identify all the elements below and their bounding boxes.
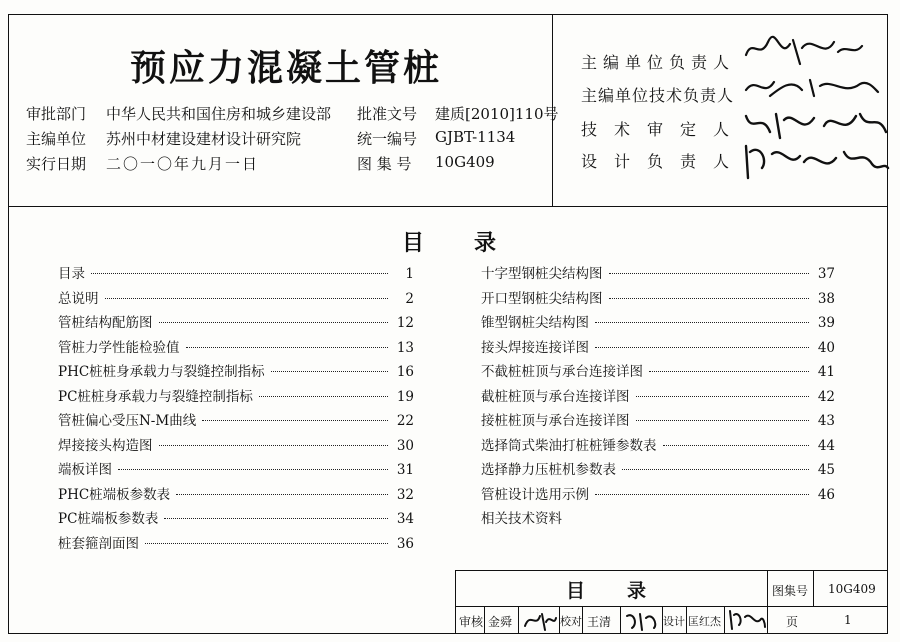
toc-leader xyxy=(159,322,389,323)
approval-dept-label: 审批部门 xyxy=(26,105,87,123)
toc-entry-page: 46 xyxy=(817,486,835,503)
header-divider xyxy=(8,206,888,207)
effective-date-label: 实行日期 xyxy=(26,155,87,173)
toc-entry-title: 选择筒式柴油打桩桩锤参数表 xyxy=(481,437,657,454)
toc-entry-title: 接桩桩顶与承台连接详图 xyxy=(481,413,630,429)
editor-unit-label: 主编单位 xyxy=(26,130,87,148)
toc-leader xyxy=(176,494,388,495)
toc-entry-page: 12 xyxy=(396,315,414,331)
toc-entry-title: 相关技术资料 xyxy=(481,511,562,527)
toc-entry-title: 十字型钢桩尖结构图 xyxy=(481,266,603,282)
toc-entry[interactable] xyxy=(58,483,414,505)
title-block-col-divider xyxy=(620,606,621,633)
toc-entry[interactable] xyxy=(481,287,835,309)
toc-entry[interactable] xyxy=(58,262,414,284)
toc-entry[interactable] xyxy=(58,458,414,480)
atlas-no-label: 图 集 号 xyxy=(357,155,412,173)
signature-checker xyxy=(624,608,660,632)
toc-entry[interactable] xyxy=(58,532,414,554)
editor-unit: 苏州中材建设建材设计研究院 xyxy=(106,130,302,148)
toc-entry[interactable] xyxy=(481,385,835,407)
toc-leader xyxy=(118,469,388,470)
toc-entry-title: 总说明 xyxy=(58,290,99,307)
toc-heading: 目录 xyxy=(402,231,547,256)
toc-entry-page: 22 xyxy=(396,413,414,429)
title-block-col-divider xyxy=(582,606,583,633)
title-block-col-divider xyxy=(767,571,768,633)
toc-entry-title: 端板详图 xyxy=(58,462,112,478)
toc-entry-page: 34 xyxy=(396,511,414,527)
toc-entry[interactable] xyxy=(481,483,835,505)
toc-entry-page: 42 xyxy=(817,388,835,405)
toc-entry-page: 40 xyxy=(817,339,835,356)
toc-leader xyxy=(622,469,809,470)
signature-chief-unit-tech-head xyxy=(740,70,880,104)
approval-doc-label: 批准文号 xyxy=(357,105,418,123)
toc-entry-page: 43 xyxy=(817,413,835,429)
unified-no: GJBT-1134 xyxy=(435,128,516,146)
signature-reviewer xyxy=(522,608,558,632)
title-block-col-divider xyxy=(724,606,725,633)
toc-entry-title: 管桩力学性能检验值 xyxy=(58,339,180,356)
signature-chief-unit-head xyxy=(738,30,878,70)
toc-entry[interactable] xyxy=(481,360,835,382)
toc-entry-title: PHC桩端板参数表 xyxy=(58,486,171,503)
toc-entry-title: PC桩桩身承载力与裂缝控制指标 xyxy=(58,388,253,405)
toc-entry-page: 39 xyxy=(817,315,835,331)
toc-leader xyxy=(595,347,809,348)
toc-entry[interactable] xyxy=(58,311,414,333)
toc-entry-page: 1 xyxy=(405,266,414,282)
toc-entry-page: 44 xyxy=(817,437,835,454)
title-block-review-label: 审核 xyxy=(459,615,484,629)
signature-designer xyxy=(727,607,767,633)
effective-date: 二〇一〇年九月一日 xyxy=(106,155,260,173)
toc-leader xyxy=(271,371,388,372)
toc-entry-title: 锥型钢桩尖结构图 xyxy=(481,315,589,331)
title-block-col-divider xyxy=(518,606,519,633)
toc-entry-title: 管桩偏心受压N-M曲线 xyxy=(58,413,197,429)
toc-entry-page: 2 xyxy=(405,290,414,307)
toc-leader xyxy=(595,322,809,323)
toc-entry-page: 13 xyxy=(396,339,414,356)
approval-dept: 中华人民共和国住房和城乡建设部 xyxy=(106,105,332,123)
signature-design-head xyxy=(740,138,890,186)
toc-entry-title: 管桩设计选用示例 xyxy=(481,486,589,503)
toc-entry[interactable] xyxy=(481,409,835,431)
tech-reviewer-label: 技术审定人 xyxy=(581,120,747,139)
toc-entry[interactable] xyxy=(58,434,414,456)
title-block-atlas-no: 10G409 xyxy=(828,582,876,596)
toc-entry-title: 接头焊接连接详图 xyxy=(481,339,589,356)
title-block-col-divider xyxy=(813,571,814,606)
toc-entry-title: 不截桩桩顶与承台连接详图 xyxy=(481,364,643,380)
design-head-label: 设计负责人 xyxy=(581,152,747,171)
title-block-atlas-label: 图集号 xyxy=(772,584,809,598)
toc-entry-title: 开口型钢桩尖结构图 xyxy=(481,290,603,307)
toc-entry[interactable] xyxy=(58,287,414,309)
title-block-row-divider xyxy=(456,606,887,607)
approval-doc: 建质[2010]110号 xyxy=(435,105,559,123)
toc-leader xyxy=(636,396,810,397)
chief-unit-head-label: 主编单位负责人 xyxy=(581,53,736,72)
toc-entry-title: 目录 xyxy=(58,266,85,282)
title-block-check-label: 校对 xyxy=(560,615,582,628)
toc-entry-title: 焊接接头构造图 xyxy=(58,437,153,454)
toc-entry-title: 选择静力压桩机参数表 xyxy=(481,462,616,478)
toc-entry-page: 30 xyxy=(396,437,414,454)
title-block-name: 目录 xyxy=(566,580,689,602)
toc-entry-title: PHC桩桩身承载力与裂缝控制指标 xyxy=(58,364,265,380)
toc-entry[interactable] xyxy=(481,434,835,456)
unified-no-label: 统一编号 xyxy=(357,130,418,148)
toc-entry[interactable] xyxy=(58,385,414,407)
toc-entry[interactable] xyxy=(481,311,835,333)
toc-leader xyxy=(186,347,389,348)
toc-entry-page: 41 xyxy=(817,364,835,380)
toc-entry-page: 37 xyxy=(817,266,835,282)
toc-entry[interactable] xyxy=(58,409,414,431)
toc-leader xyxy=(649,371,809,372)
title-block-reviewer: 金舜 xyxy=(488,615,513,629)
title-block-page-no: 1 xyxy=(844,613,852,627)
toc-entry[interactable] xyxy=(481,507,835,529)
toc-leader xyxy=(609,298,810,299)
toc-entry[interactable] xyxy=(58,360,414,382)
toc-leader xyxy=(595,494,809,495)
toc-entry-page: 19 xyxy=(396,388,414,405)
toc-entry[interactable] xyxy=(58,507,414,529)
toc-leader xyxy=(164,518,388,519)
chief-unit-tech-head-label: 主编单位技术负责人 xyxy=(581,86,735,105)
toc-entry[interactable] xyxy=(481,458,835,480)
toc-entry[interactable] xyxy=(481,336,835,358)
toc-entry-title: PC桩端板参数表 xyxy=(58,511,159,527)
title-block-designer: 匡红杰 xyxy=(688,615,721,628)
toc-leader xyxy=(145,543,388,544)
toc-entry-page: 16 xyxy=(396,364,414,380)
toc-entry-page: 36 xyxy=(396,535,414,552)
toc-leader xyxy=(636,420,810,421)
toc-leader xyxy=(105,298,389,299)
title-block-design-label: 设计 xyxy=(663,615,685,628)
toc-entry-title: 截桩桩顶与承台连接详图 xyxy=(481,388,630,405)
toc-leader xyxy=(159,445,389,446)
toc-leader xyxy=(663,445,810,446)
toc-entry[interactable] xyxy=(58,336,414,358)
toc-leader xyxy=(91,273,388,274)
title-block xyxy=(455,570,888,634)
title-block-page-label: 页 xyxy=(786,615,799,629)
toc-entry-title: 桩套箍剖面图 xyxy=(58,535,139,552)
title-block-col-divider xyxy=(484,606,485,633)
toc-leader xyxy=(609,273,810,274)
toc-entry-page: 31 xyxy=(396,462,414,478)
atlas-no: 10G409 xyxy=(435,153,495,171)
toc-entry-page: 45 xyxy=(817,462,835,478)
toc-entry-title: 管桩结构配筋图 xyxy=(58,315,153,331)
toc-entry[interactable] xyxy=(481,262,835,284)
toc-leader xyxy=(259,396,388,397)
toc-entry-page: 38 xyxy=(817,290,835,307)
toc-entry-page: 32 xyxy=(396,486,414,503)
title-block-checker: 王清 xyxy=(587,615,612,629)
toc-leader xyxy=(202,420,388,421)
document-title: 预应力混凝土管桩 xyxy=(130,48,443,89)
